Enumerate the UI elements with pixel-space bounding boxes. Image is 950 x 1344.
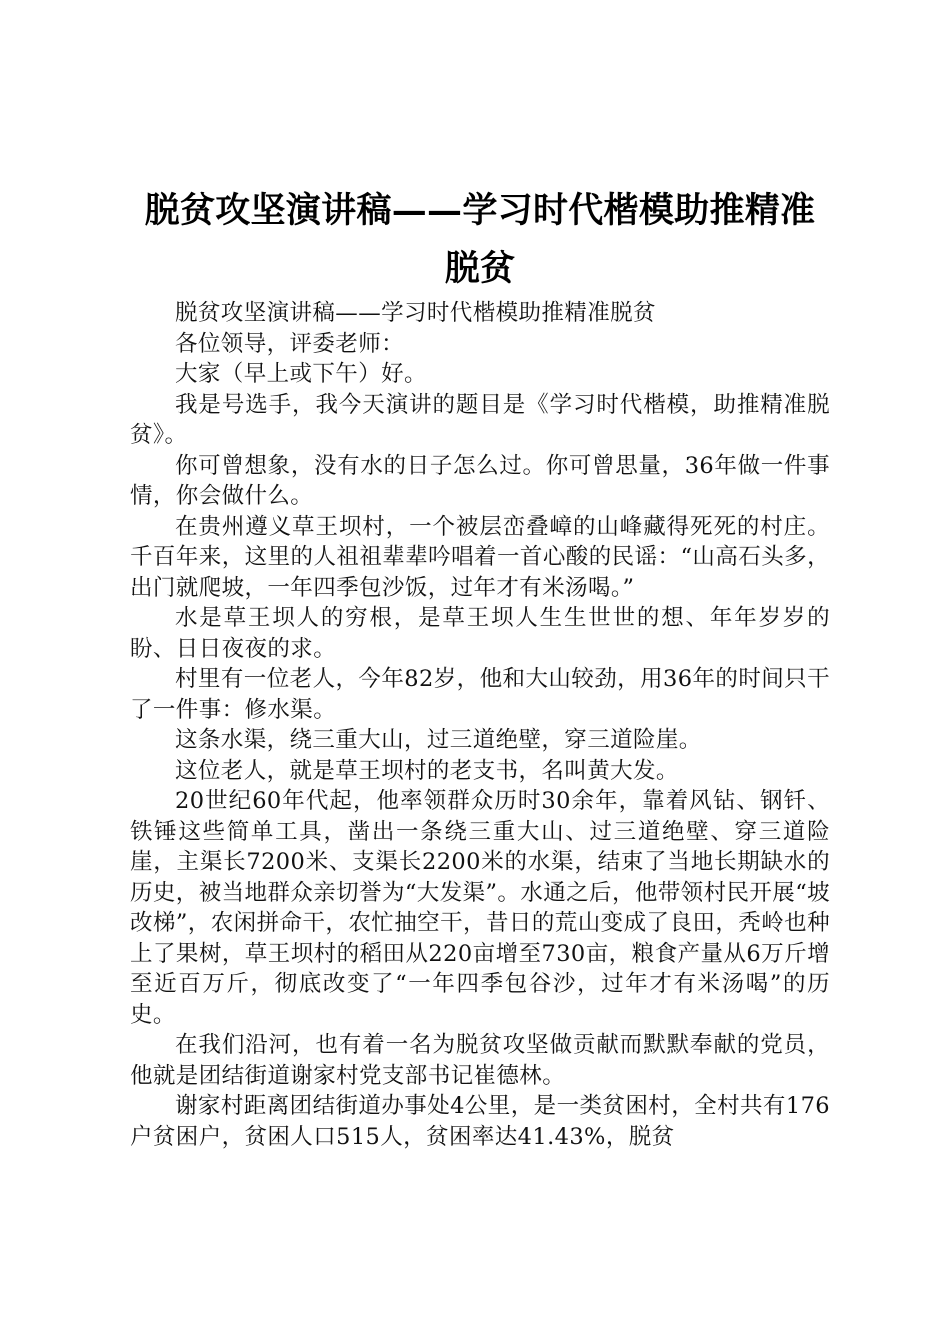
paragraph: 这条水渠，绕三重大山，过三道绝壁，穿三道险崖。 (175, 727, 702, 753)
paragraph-introduction: 我是号选手，我今天演讲的题目是《学习时代楷模，助推精准脱贫》。 (130, 391, 830, 448)
paragraph: 你可曾想象，没有水的日子怎么过。你可曾思量，36年做一件事情，你会做什么。 (130, 452, 830, 509)
document-body (130, 298, 830, 1152)
paragraph: 水是草王坝人的穷根，是草王坝人生生世世的想、年年岁岁的盼、日日夜夜的求。 (130, 605, 830, 662)
paragraph-heading-repeat: 脱贫攻坚演讲稿——学习时代楷模助推精准脱贫 (175, 300, 656, 326)
paragraph: 这位老人，就是草王坝村的老支书，名叫黄大发。 (175, 757, 679, 784)
document-page (130, 182, 830, 1152)
document-title: 脱贫攻坚演讲稿——学习时代楷模助推精准脱贫 (144, 190, 816, 289)
paragraph-greeting: 大家（早上或下午）好。 (175, 361, 427, 387)
paragraph: 在贵州遵义草王坝村，一个被层峦叠嶂的山峰藏得死死的村庄。千百年来，这里的人祖祖辈辈吟唱着一首心酸的民谣：“山高石头多，出门就爬坡，一年四季包沙饭，过年才有米汤喝。” (130, 513, 830, 601)
paragraph: 村里有一位老人，今年82岁，他和大山较劲，用36年的时间只干了一件事：修水渠。 (130, 666, 830, 723)
paragraph: 谢家村距离团结街道办事处4公里，是一类贫困村，全村共有176户贫困户，贫困人口515人，贫困率达41.43%，脱贫 (130, 1093, 830, 1150)
paragraph-salutation: 各位领导，评委老师： (175, 330, 405, 357)
paragraph: 在我们沿河，也有着一名为脱贫攻坚做贡献而默默奉献的党员，他就是团结街道谢家村党支部书记崔德林。 (130, 1032, 830, 1089)
paragraph: 20世纪60年代起，他率领群众历时30余年，靠着风钻、钢钎、铁锤这些简单工具，凿出一条绕三重大山、过三道绝壁、穿三道险崖，主渠长7200米、支渠长2200米的水渠，结束了当地长期缺水的历史，被当地群众亲切誉为“大发渠”。水通之后，他带领村民开展“坡改梯”，农闲拼命干，农忙抽空干，昔日的荒山变成了良田，秃岭也种上了果树，草王坝村的稻田从220亩增至730亩，粮食产量从6万斤增至近百万斤，彻底改变了“一年四季包谷沙，过年才有米汤喝”的历史。 (130, 788, 830, 1028)
